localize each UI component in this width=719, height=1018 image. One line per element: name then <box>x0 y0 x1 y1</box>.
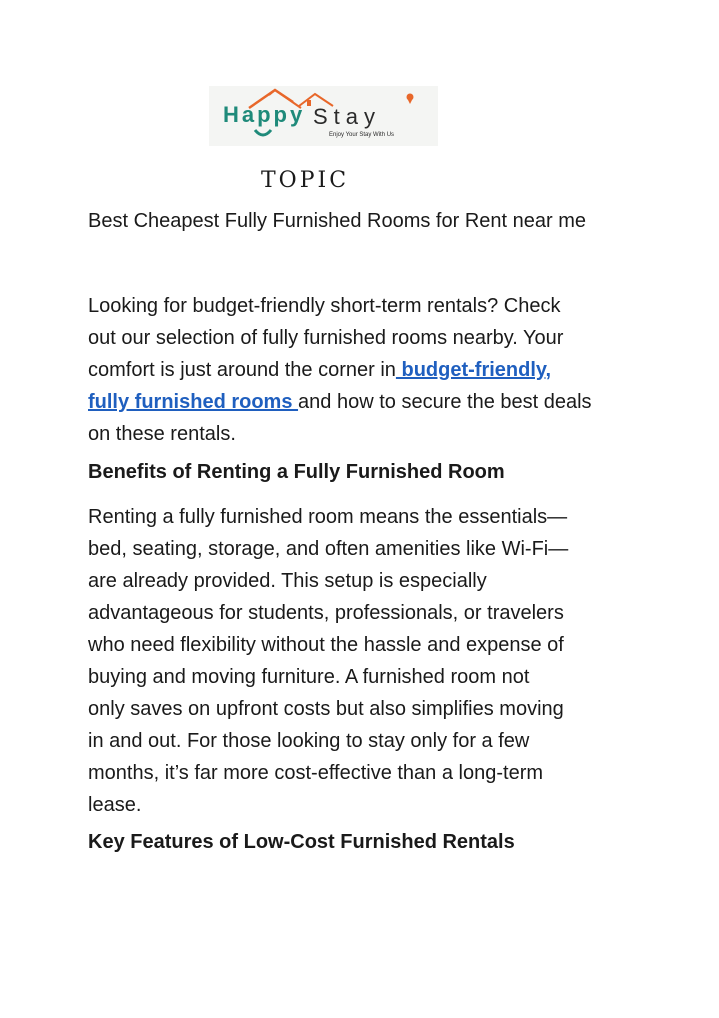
budget-friendly-link[interactable]: budget-friendly, <box>395 359 552 381</box>
section-heading-benefits: Benefits of Renting a Fully Furnished Room <box>88 461 505 483</box>
benefits-line: only saves on upfront costs but also simplifies moving <box>88 698 564 720</box>
intro-line <box>88 354 648 386</box>
intro-line: Looking for budget-friendly short-term rentals? Check <box>88 295 561 317</box>
benefits-line: who need flexibility without the hassle and expense of <box>88 634 564 656</box>
intro-text: and how to secure the best deals <box>298 391 592 413</box>
benefits-line: buying and moving furniture. A furnished room not <box>88 666 530 688</box>
intro-text: comfort is just around the corner in <box>88 359 396 381</box>
benefits-line: Renting a fully furnished room means the essentials— <box>88 506 568 528</box>
logo-brand-happy: Happy <box>223 102 306 127</box>
benefits-line: months, it’s far more cost-effective than a long-term <box>88 762 544 784</box>
intro-line: on these rentals. <box>88 423 236 445</box>
intro-line: out our selection of fully furnished rooms nearby. Your <box>88 327 564 349</box>
intro-paragraph <box>88 290 648 450</box>
section-heading-key-features: Key Features of Low-Cost Furnished Rentals <box>88 831 515 853</box>
benefits-line: are already provided. This setup is especially <box>88 570 487 592</box>
logo-tagline: Enjoy Your Stay With Us <box>329 132 395 138</box>
fully-furnished-rooms-link[interactable]: fully furnished rooms <box>88 391 299 413</box>
benefits-line: bed, seating, storage, and often amenities like Wi-Fi— <box>88 538 569 560</box>
topic-heading: TOPIC <box>261 168 350 193</box>
chimney-icon <box>307 100 311 106</box>
logo-brand-stay: Stay <box>313 104 382 129</box>
benefits-line: lease. <box>88 794 142 816</box>
benefits-line: advantageous for students, professionals, or travelers <box>88 602 564 624</box>
logo-graphic <box>209 86 438 146</box>
benefits-line: in and out. For those looking to stay only for a few <box>88 730 530 752</box>
happystay-logo <box>209 86 438 146</box>
benefits-paragraph <box>88 501 648 821</box>
document-subtitle: Best Cheapest Fully Furnished Rooms for Rent near me <box>88 210 586 232</box>
smile-icon <box>255 130 271 135</box>
intro-line <box>88 386 648 418</box>
